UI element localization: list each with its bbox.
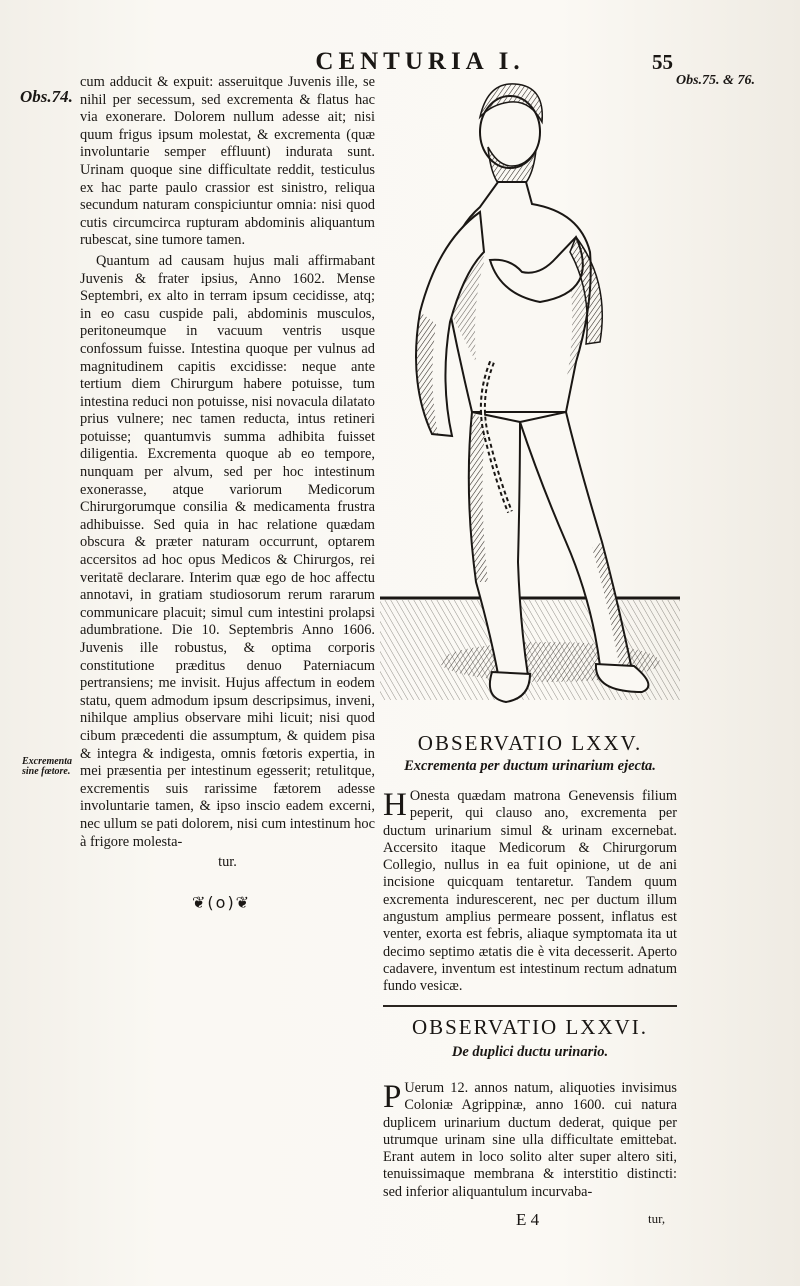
margin-note-excrementa: Excrementa sine fœtore. (22, 756, 72, 777)
observation-76-title: OBSERVATIO LXXVI. (411, 1015, 649, 1039)
running-header: CENTURIA I. (315, 48, 525, 75)
left-text-column (80, 74, 375, 872)
dropcap-p: P (383, 1079, 402, 1115)
standing-man-woodcut-icon (380, 62, 680, 712)
margin-note-obs-74: Obs.74. (20, 87, 73, 106)
observation-75-text (383, 788, 677, 996)
observation-76-text (383, 1080, 677, 1201)
observation-75-title: OBSERVATIO LXXV. (417, 731, 643, 755)
observation-75-body: Onesta quædam matrona Genevensis filium peperit, qui clauso ano, excrementa per ductum urinarium simul & urinam excernebat. Accersito itaque Medicorum & Chirurgorum Collegio, nullus in ea fuit opinione, ut de ani incisione quicquam tentaretur. Tandem quum excrementa indurescerent, nec per ductum illum angustum amplius permeare possent, inflatus est venter, exorta est febris, aliaque symptomata ita ut decimo septimo ætatis die è vita decesserit. Aperto cadavere, inventum est intestinum rectum adnatum fundo vesicæ. (383, 788, 677, 995)
paragraph-2: Quantum ad causam hujus mali affirmabant Juvenis & frater ipsius, Anno 1602. Mense Septembri, ex alto in terram ipsum cecidisse, atq; in eo casu cuspide pali, abdominis musculos, peritoneumque in vacuum ventris usque confossum fuisse. Intestina quoque per vulnus ad magnitudinem capitis excidisse: neque ante tertium diem Chirurgum habere potuisse, tum intestina reduci non potuisse, nisi novacula dilatato prius vulnere; nec tamen reducta, intus retineri potuisse; quantumvis summa adhibita fuisset diligentia. Excrementa quoque ab eo tempore, nunquam per alvum, sed per hoc intestinum exonerasse, atque variorum Medicorum Chirurgorumque consilia & medicamenta frustra adhibuisse. Sed quia in hac relatione quædam obscura & præter naturam occurrunt, optarem accersitos ad hoc opus Medicos & Chirurgos, rei veritatē declarare. Interim quæ ego de hoc affectu annotavi, in gratiam studiosorum rerum rararum communicare placuit; simul cum intestini prolapsi adumbratione. Die 10. Septembris Anno 1606. Juvenis ille robustus, & optima corporis constitutione præditus denuo Paterniacum pertransiens; me invisit. Hujus affectum in eodem statu, quem admodum ipsum descripsimus, inveni, nihilque amplius observare mihi licuit; nisi quod cibum præcedenti die assumptum, & quidem pisa & integra & indigesta, omnis fœtoris expertia, in mei præsentia per intestinum egesserit; retulitque, excrementis suis rarissime fætorem adesse involuntarie tamen, & ipso inscio eadem excerni, nec ullum se pati dolorem, nisi cum intestinum hoc à frigore molesta- (80, 252, 375, 850)
printers-ornament: ❦(o)❦ (192, 893, 252, 912)
catchword: tur, (648, 1211, 666, 1226)
paragraph-closing: tur. (218, 854, 237, 871)
observation-75-subtitle: Excrementa per ductum urinarium ejecta. (404, 758, 656, 774)
signature-mark: E 4 (516, 1210, 540, 1229)
page-number: 55 (652, 50, 673, 74)
observation-76-body: Uerum 12. annos natum, aliquoties invisimus Coloniæ Agrippinæ, anno 1600. cui natura duplicem urinarium ductum dederat, quique per utrumque urinam sine ulla difficultate emittebat. Erant autem in loco solito alter super altero siti, tenuissimaque membrana & interstitio distincti: sed inferior aliquantulum incurvaba- (383, 1080, 677, 1200)
paragraph-1: cum adducit & expuit: asseruitque Juvenis ille, se nihil per secessum, sed excrementa & flatus hac via exonerare. Dolorem nullum adesse ait; nisi quum frigus ipsum molestat, & excrementa (quæ involuntarie semper effluunt) indurata sunt. Urinam quoque sine difficultate reddit, testiculus ex hac parte paulo crassior est sinistro, reliqua secundum naturam conspiciuntur omnia: nisi quod cutis circumcirca rupturam abdominis aliquantum rubescat, sine tumore tamen. (80, 74, 375, 249)
dropcap-h: H (383, 787, 407, 823)
section-rule (383, 1005, 677, 1007)
margin-note-right: Obs.75. & 76. (676, 73, 755, 88)
woodcut-figure (380, 62, 680, 712)
observation-76-subtitle: De duplici ductu urinario. (451, 1044, 609, 1060)
